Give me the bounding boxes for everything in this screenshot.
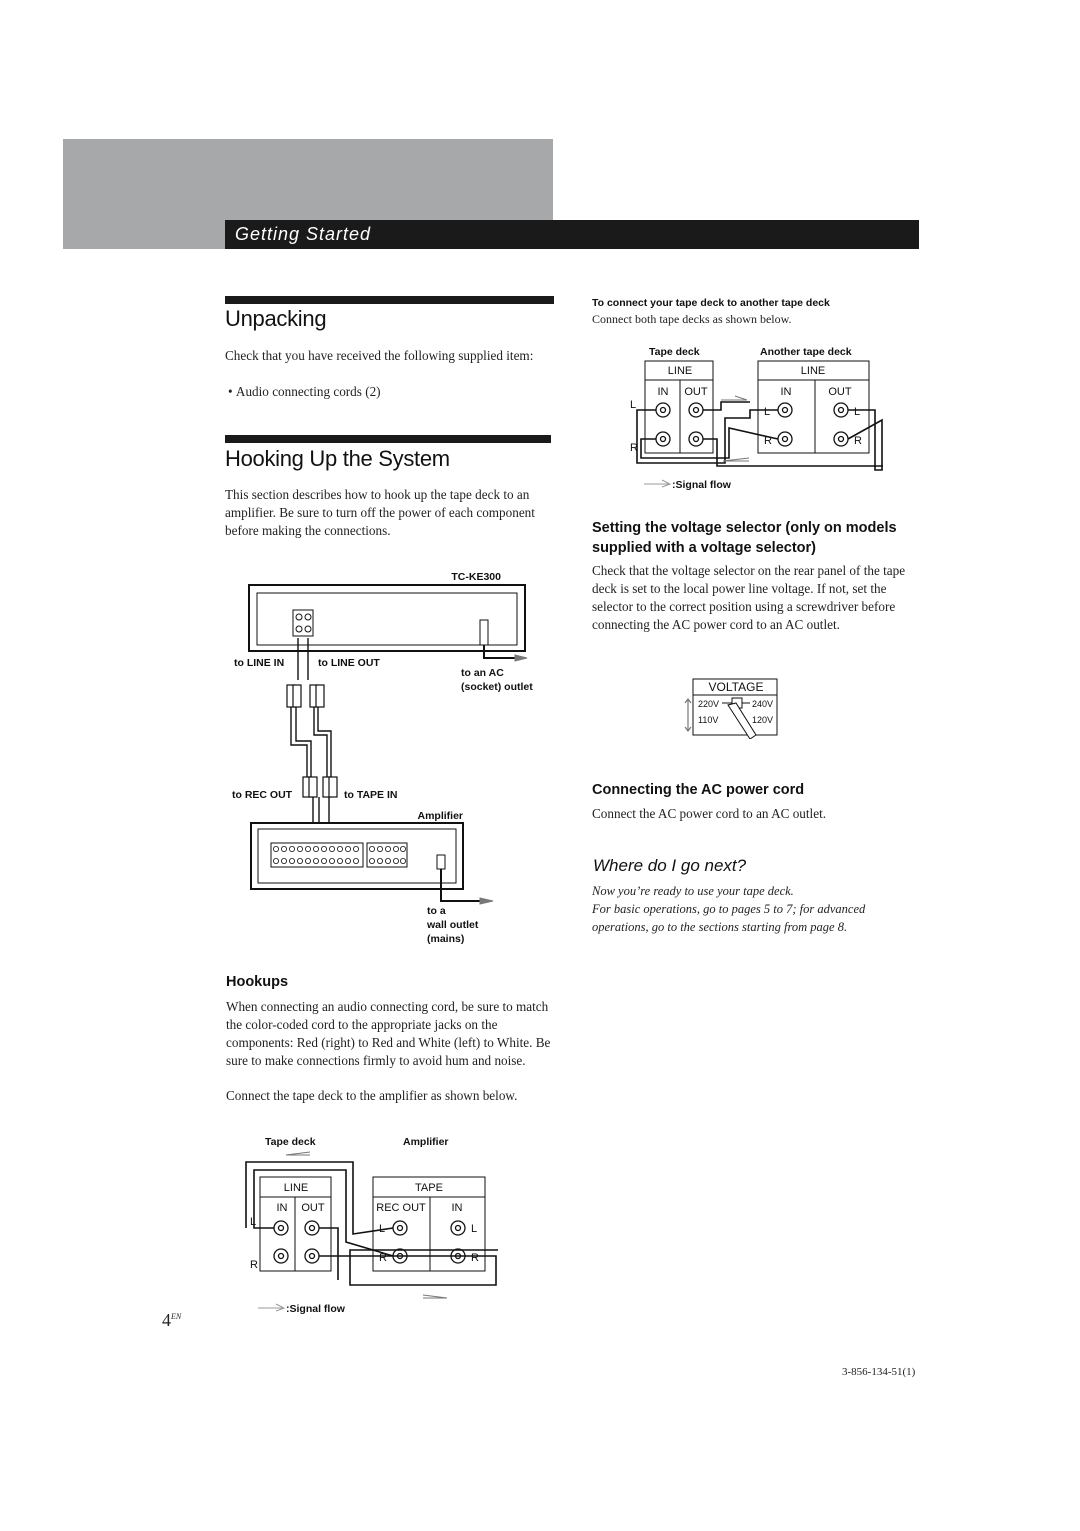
voltage-selector-illustration <box>680 677 785 739</box>
to-line-in-label: to LINE IN <box>234 657 285 669</box>
another-out-r-label: R <box>854 435 862 447</box>
switch-direction-icon <box>685 699 691 731</box>
unpacking-item-text: Audio connecting cords (2) <box>235 384 381 399</box>
hookups-heading: Hookups <box>226 974 289 990</box>
page-number <box>162 1310 181 1331</box>
deck-out-label: OUT <box>684 386 708 398</box>
to-rec-out-label: to REC OUT <box>232 789 293 801</box>
page-number-suffix: EN <box>171 1312 182 1321</box>
deck-l-label: L <box>630 399 637 411</box>
tape-deck-rear-illustration <box>249 585 525 651</box>
deck-to-deck-diagram <box>625 340 890 500</box>
in-label: IN <box>276 1202 288 1214</box>
another-deck-heading: To connect your tape deck to another tape deck <box>592 297 830 309</box>
deck-in-label: IN <box>657 386 669 398</box>
hookups-body-1: When connecting an audio connecting cord, be sure to match the color-coded cord to the appropriate jacks on the components: Red (right) to Red and White (left) to White. Be sure to make connections firmly to avoid hum and noise. <box>226 999 551 1068</box>
upper-plugs <box>287 685 324 707</box>
another-deck-body: Connect both tape decks as shown below. <box>592 312 792 326</box>
unpacking-rule <box>225 296 554 304</box>
amplifier-label: Amplifier <box>417 810 463 822</box>
deck-label: Tape deck <box>649 346 700 358</box>
section-bar <box>225 220 919 249</box>
hookups-body-2: Connect the tape deck to the amplifier as shown below. <box>226 1088 518 1103</box>
deck-r-label: R <box>630 442 638 454</box>
signal-flow-icon <box>644 480 670 487</box>
line-label: LINE <box>283 1182 309 1194</box>
document-code: 3-856-134-51(1) <box>842 1366 916 1378</box>
tape-in-r-label: R <box>471 1252 479 1264</box>
to-wall-label-3: (mains) <box>427 933 465 945</box>
another-in-label: IN <box>780 386 792 398</box>
to-wall-label-2: wall outlet <box>427 919 479 931</box>
ac-heading: Connecting the AC power cord <box>592 782 805 798</box>
amplifier-illustration <box>251 823 463 889</box>
another-l-label: L <box>764 406 771 418</box>
v120-label: 120V <box>752 715 774 725</box>
unpacking-list-item <box>228 383 548 401</box>
rec-out-label: REC OUT <box>376 1202 426 1214</box>
v240-label: 240V <box>752 699 774 709</box>
voltage-body: Check that the voltage selector on the rear panel of the tape deck is set to the local power line voltage. If not, set the selector to the correct position using a screwdriver before connecting the AC power cord to an AC outlet. <box>592 563 906 632</box>
tape-to-amp-diagram <box>238 1130 508 1320</box>
out-label: OUT <box>301 1202 325 1214</box>
bullet: • <box>228 384 236 399</box>
section-title: Getting Started <box>235 224 372 244</box>
lower-plugs <box>303 777 337 797</box>
signal-flow-label: :Signal flow <box>286 1303 345 1315</box>
ac-body: Connect the AC power cord to an AC outlet. <box>592 806 827 821</box>
tape-deck-label: Tape deck <box>265 1136 316 1148</box>
to-ac-label-2: (socket) outlet <box>461 681 533 693</box>
another-out-label: OUT <box>828 386 852 398</box>
another-r-label: R <box>764 435 772 447</box>
tape-l-label: L <box>379 1223 386 1235</box>
l-label: L <box>250 1216 257 1228</box>
to-tape-in-label: to TAPE IN <box>344 789 398 801</box>
another-line-label: LINE <box>800 365 826 377</box>
tape-label: TAPE <box>415 1182 443 1194</box>
tape-in-label: IN <box>451 1202 463 1214</box>
model-label: TC-KE300 <box>451 571 501 583</box>
where-next-line-1: Now you’re ready to use your tape deck. <box>592 884 794 898</box>
voltage-heading: Setting the voltage selector (only on models supplied with a voltage selector) <box>592 520 897 556</box>
v110-label: 110V <box>698 715 719 725</box>
r-label: R <box>250 1259 258 1271</box>
hooking-body: This section describes how to hook up the tape deck to an amplifier. Be sure to turn off the power of each component before making the connections. <box>225 487 535 538</box>
unpacking-body: Check that you have received the following supplied item: <box>225 348 534 363</box>
page-number-digit: 4 <box>162 1310 171 1330</box>
amplifier-label: Amplifier <box>403 1136 449 1148</box>
v220-label: 220V <box>698 699 720 709</box>
where-next-heading: Where do I go next? <box>593 856 747 875</box>
where-next-line-2: For basic operations, go to pages 5 to 7; for advanced operations, go to the sections starting from page 8. <box>592 902 866 934</box>
to-ac-label-1: to an AC <box>461 667 504 679</box>
another-deck-label: Another tape deck <box>760 346 852 358</box>
to-line-out-label: to LINE OUT <box>318 657 380 669</box>
ac-arrow-icon <box>515 655 527 661</box>
tape-r-label: R <box>379 1252 387 1264</box>
hooking-rule <box>225 435 551 443</box>
hooking-heading: Hooking Up the System <box>225 446 450 471</box>
another-out-l-label: L <box>854 406 861 418</box>
to-wall-label-1: to a <box>427 905 446 917</box>
tape-in-l-label: L <box>471 1223 478 1235</box>
unpacking-heading: Unpacking <box>225 306 327 331</box>
signal-flow-icon <box>258 1304 284 1311</box>
voltage-label: VOLTAGE <box>708 680 764 694</box>
deck-line-label: LINE <box>667 365 693 377</box>
connection-diagram <box>225 565 555 955</box>
deck-signal-flow-label: :Signal flow <box>672 479 731 491</box>
wall-arrow-icon <box>480 898 493 904</box>
